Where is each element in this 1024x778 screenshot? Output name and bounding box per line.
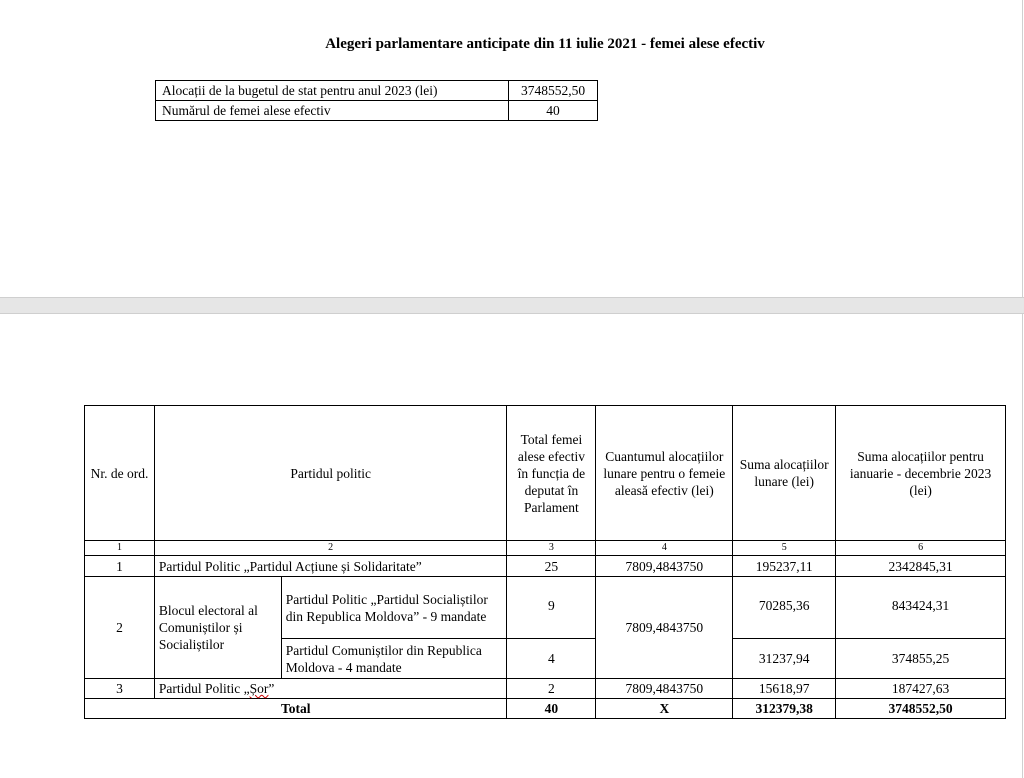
- row-annual: 2342845,31: [836, 556, 1006, 577]
- row-annual: 187427,63: [836, 679, 1006, 699]
- row-subparty: Partidul Comuniștilor din Republica Moldova - 4 mandate: [281, 639, 507, 679]
- row-party: Partidul Politic „Partidul Acțiune și Solidaritate”: [154, 556, 507, 577]
- total-monthly: 312379,38: [733, 699, 836, 719]
- row-nr: 1: [85, 556, 155, 577]
- row-party: [154, 679, 507, 699]
- party-prefix: Partidul Politic „: [158, 681, 250, 696]
- col-number: 2: [154, 541, 507, 556]
- row-annual: 374855,25: [836, 639, 1006, 679]
- page-separator: [0, 297, 1024, 314]
- header-monthly-amount: Cuantumul alocațiilor lunare pentru o femeie aleasă efectiv (lei): [596, 406, 733, 541]
- allocation-table: [155, 80, 598, 121]
- row-amount: 7809,4843750: [596, 679, 733, 699]
- total-amount: X: [596, 699, 733, 719]
- row-monthly: 15618,97: [733, 679, 836, 699]
- row-amount: 7809,4843750: [596, 556, 733, 577]
- header-party: Partidul politic: [154, 406, 507, 541]
- row-women: 2: [507, 679, 596, 699]
- col-number: 5: [733, 541, 836, 556]
- table-row: [85, 556, 1006, 577]
- allocation-label: Alocații de la bugetul de stat pentru anul 2023 (lei): [156, 81, 509, 101]
- row-nr: 3: [85, 679, 155, 699]
- table-row: [156, 101, 598, 121]
- row-women: 25: [507, 556, 596, 577]
- header-annual-sum: Suma alocațiilor pentru ianuarie - decembrie 2023 (lei): [836, 406, 1006, 541]
- header-nr: Nr. de ord.: [85, 406, 155, 541]
- document-page-1: [0, 0, 1023, 297]
- col-number: 4: [596, 541, 733, 556]
- table-row: [85, 577, 1006, 639]
- party-name: Șor: [249, 681, 269, 696]
- header-row: [85, 406, 1006, 541]
- col-number: 6: [836, 541, 1006, 556]
- row-annual: 843424,31: [836, 577, 1006, 639]
- total-women: 40: [507, 699, 596, 719]
- row-monthly: 195237,11: [733, 556, 836, 577]
- row-bloc: Blocul electoral al Comuniștilor și Socialiștilor: [154, 577, 281, 679]
- total-row: [85, 699, 1006, 719]
- women-count-value: 40: [509, 101, 598, 121]
- women-count-label: Numărul de femei alese efectiv: [156, 101, 509, 121]
- total-label: Total: [85, 699, 507, 719]
- row-subparty: Partidul Politic „Partidul Socialiștilor din Republica Moldova” - 9 mandate: [281, 577, 507, 639]
- table-row: [156, 81, 598, 101]
- col-number: 1: [85, 541, 155, 556]
- column-number-row: [85, 541, 1006, 556]
- total-annual: 3748552,50: [836, 699, 1006, 719]
- allocations-table: [84, 405, 1006, 719]
- document-page-2: [0, 314, 1023, 778]
- document-title: Alegeri parlamentare anticipate din 11 iulie 2021 - femei alese efectiv: [325, 36, 765, 52]
- party-suffix: ”: [268, 681, 275, 696]
- row-women: 4: [507, 639, 596, 679]
- row-monthly: 31237,94: [733, 639, 836, 679]
- header-total-women: Total femei alese efectiv în funcția de deputat în Parlament: [507, 406, 596, 541]
- row-monthly: 70285,36: [733, 577, 836, 639]
- row-amount: 7809,4843750: [596, 577, 733, 679]
- header-monthly-sum: Suma alocațiilor lunare (lei): [733, 406, 836, 541]
- table-row: [85, 679, 1006, 699]
- col-number: 3: [507, 541, 596, 556]
- allocation-value: 3748552,50: [509, 81, 598, 101]
- row-nr: 2: [85, 577, 155, 679]
- row-women: 9: [507, 577, 596, 639]
